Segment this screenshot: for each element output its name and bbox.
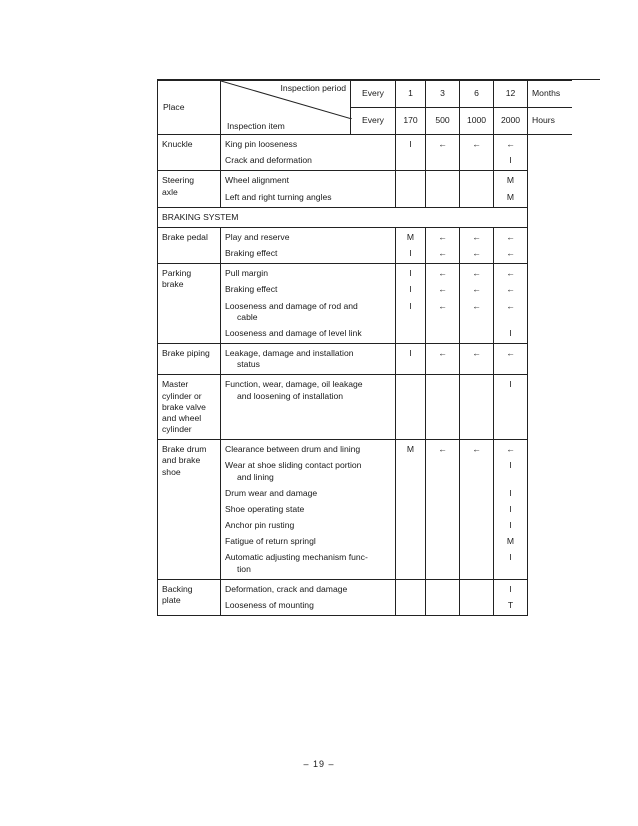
- interval-mark: I: [409, 268, 412, 279]
- interval-cell-m3: [426, 440, 460, 580]
- place-line: cylinder: [162, 424, 192, 435]
- interval-cell-m1: [396, 171, 426, 207]
- interval-mark: ←: [472, 248, 481, 259]
- interval-mark: ←: [506, 268, 515, 279]
- inspection-item: [225, 328, 391, 339]
- inspection-item-label: Inspection item: [227, 120, 285, 131]
- hours-unit: Hours: [528, 108, 572, 135]
- inspection-item: [225, 268, 391, 279]
- place-line: Backing: [162, 583, 193, 594]
- items-cell: [221, 375, 396, 440]
- interval-mark: ←: [506, 444, 515, 455]
- place-header: Place: [158, 81, 221, 135]
- interval-cell-m6: [460, 579, 494, 615]
- item-text: Looseness and damage of rod and: [225, 300, 358, 311]
- interval-mark: ←: [472, 231, 481, 242]
- interval-cell-m1: [396, 135, 426, 171]
- interval-mark: I: [509, 520, 512, 531]
- item-text: Anchor pin rusting: [225, 520, 295, 531]
- item-text: Wheel alignment: [225, 175, 290, 186]
- table-row: [158, 440, 572, 580]
- place-line: shoe: [162, 466, 181, 477]
- items-cell: [221, 440, 396, 580]
- place-line: brake valve: [162, 401, 206, 412]
- place-line: and wheel: [162, 412, 202, 423]
- interval-mark: ←: [438, 248, 447, 259]
- item-text: King pin looseness: [225, 139, 298, 149]
- item-text: Leakage, damage and installation: [225, 348, 354, 359]
- interval-mark: ←: [472, 348, 481, 359]
- interval-mark: I: [409, 139, 412, 149]
- interval-mark: ←: [472, 268, 481, 279]
- inspection-item: [225, 584, 391, 595]
- place-cell: [158, 171, 221, 207]
- item-text: Looseness of mounting: [225, 599, 314, 610]
- item-text: Looseness and damage of level link: [225, 327, 362, 338]
- interval-cell-m6: [460, 344, 494, 375]
- item-text: and lining: [237, 471, 274, 482]
- inspection-item: [225, 536, 391, 547]
- table-row: [158, 375, 572, 440]
- every-bottom-label: Every: [351, 108, 396, 135]
- interval-mark: I: [409, 300, 412, 311]
- item-text: Wear at shoe sliding contact portion: [225, 460, 362, 471]
- interval-mark: I: [509, 487, 512, 498]
- interval-mark: ←: [506, 248, 515, 259]
- item-text: Clearance between drum and lining: [225, 444, 361, 455]
- hours-1000: 1000: [460, 108, 494, 135]
- place-line: axle: [162, 186, 178, 197]
- items-cell: [221, 227, 396, 263]
- inspection-item: [225, 488, 391, 499]
- interval-cell-m12: [494, 264, 528, 344]
- interval-mark: ←: [438, 284, 447, 295]
- item-text: Braking effect: [225, 284, 278, 295]
- interval-cell-m12: [494, 440, 528, 580]
- interval-cell-m6: [460, 171, 494, 207]
- item-text: Function, wear, damage, oil leakage: [225, 379, 363, 390]
- place-line: plate: [162, 594, 181, 605]
- interval-cell-m12: [494, 135, 528, 171]
- interval-cell-m12: [494, 344, 528, 375]
- item-text: Deformation, crack and damage: [225, 583, 348, 594]
- item-text: and loosening of installation: [237, 390, 344, 401]
- interval-mark: I: [509, 155, 512, 166]
- place-cell: [158, 344, 221, 375]
- interval-cell-m1: [396, 579, 426, 615]
- interval-cell-m12: [494, 171, 528, 207]
- place-cell: [158, 227, 221, 263]
- item-text: cable: [237, 311, 258, 322]
- interval-mark: I: [409, 284, 412, 295]
- interval-mark: M: [506, 175, 515, 186]
- interval-mark: ←: [506, 231, 515, 242]
- place-line: Brake pedal: [162, 231, 208, 242]
- interval-mark: ←: [472, 284, 481, 295]
- interval-mark: ←: [438, 444, 447, 455]
- interval-cell-m6: [460, 375, 494, 440]
- table-row: [158, 579, 572, 615]
- inspection-item: [225, 139, 391, 150]
- interval-cell-m1: [396, 264, 426, 344]
- interval-mark: ←: [506, 300, 515, 311]
- interval-mark: M: [406, 231, 415, 242]
- hours-170: 170: [396, 108, 426, 135]
- place-line: brake: [162, 279, 184, 290]
- interval-mark: I: [509, 379, 512, 390]
- interval-mark: I: [509, 327, 512, 338]
- month-3: 3: [426, 81, 460, 108]
- interval-cell-m1: [396, 344, 426, 375]
- place-line: and brake: [162, 455, 201, 466]
- table-row: [158, 171, 572, 207]
- interval-cell-m1: [396, 440, 426, 580]
- header-row-months: [158, 81, 572, 108]
- interval-mark: ←: [506, 348, 515, 359]
- inspection-item: [225, 379, 391, 401]
- interval-cell-m3: [426, 579, 460, 615]
- inspection-item: [225, 155, 391, 166]
- hours-500: 500: [426, 108, 460, 135]
- interval-mark: M: [506, 536, 515, 547]
- interval-cell-m3: [426, 344, 460, 375]
- interval-mark: I: [509, 583, 512, 594]
- items-cell: [221, 135, 396, 171]
- place-cell: [158, 440, 221, 580]
- table-row: [158, 344, 572, 375]
- item-text: Shoe operating state: [225, 503, 305, 514]
- interval-mark: ←: [438, 231, 447, 242]
- interval-mark: I: [509, 503, 512, 514]
- interval-mark: I: [509, 460, 512, 471]
- month-12: 12: [494, 81, 528, 108]
- inspection-item: [225, 600, 391, 611]
- interval-mark: I: [409, 348, 412, 359]
- place-cell: [158, 135, 221, 171]
- items-cell: [221, 171, 396, 207]
- interval-mark: ←: [506, 139, 515, 149]
- interval-cell-m6: [460, 135, 494, 171]
- item-text: Crack and deformation: [225, 155, 312, 166]
- item-text: Drum wear and damage: [225, 487, 318, 498]
- items-cell: [221, 579, 396, 615]
- item-text: Left and right turning angles: [225, 191, 332, 202]
- place-line: Brake piping: [162, 348, 210, 359]
- interval-mark: I: [409, 248, 412, 259]
- interval-cell-m6: [460, 264, 494, 344]
- item-text: Play and reserve: [225, 231, 290, 242]
- inspection-item: [225, 175, 391, 186]
- inspection-item: [225, 444, 391, 455]
- interval-cell-m3: [426, 135, 460, 171]
- interval-cell-m3: [426, 264, 460, 344]
- interval-cell-m1: [396, 375, 426, 440]
- interval-mark: ←: [472, 139, 481, 149]
- table-row: [158, 135, 572, 171]
- inspection-item: [225, 504, 391, 515]
- item-text: status: [237, 359, 260, 370]
- interval-mark: T: [507, 599, 514, 610]
- month-6: 6: [460, 81, 494, 108]
- interval-cell-m12: [494, 579, 528, 615]
- items-cell: [221, 344, 396, 375]
- place-cell: [158, 579, 221, 615]
- place-line: Parking: [162, 268, 192, 279]
- place-line: Brake drum: [162, 444, 207, 455]
- item-text: Pull margin: [225, 268, 268, 279]
- place-line: cylinder or: [162, 390, 202, 401]
- inspection-item: [225, 284, 391, 295]
- interval-mark: ←: [472, 300, 481, 311]
- interval-cell-m12: [494, 227, 528, 263]
- month-1: 1: [396, 81, 426, 108]
- table-row: [158, 264, 572, 344]
- table-row: [158, 227, 572, 263]
- interval-mark: M: [406, 444, 415, 455]
- place-line: Knuckle: [162, 139, 193, 149]
- items-cell: [221, 264, 396, 344]
- interval-mark: ←: [472, 444, 481, 455]
- interval-mark: ←: [438, 348, 447, 359]
- place-cell: [158, 375, 221, 440]
- section-row: [158, 207, 572, 227]
- interval-mark: ←: [438, 268, 447, 279]
- inspection-item: [225, 232, 391, 243]
- interval-mark: ←: [506, 284, 515, 295]
- inspection-table: [157, 80, 572, 616]
- item-text: Braking effect: [225, 248, 278, 259]
- item-text: tion: [237, 563, 251, 574]
- interval-cell-m3: [426, 227, 460, 263]
- inspection-item: [225, 248, 391, 259]
- interval-cell-m1: [396, 227, 426, 263]
- interval-cell-m6: [460, 227, 494, 263]
- inspection-item: [225, 552, 391, 574]
- hours-2000: 2000: [494, 108, 528, 135]
- inspection-item: [225, 348, 391, 370]
- inspection-item: [225, 301, 391, 323]
- interval-cell-m3: [426, 171, 460, 207]
- inspection-diagonal-header: [221, 81, 351, 135]
- inspection-item: [225, 192, 391, 203]
- months-unit: Months: [528, 81, 572, 108]
- item-text: Fatigue of return springl: [225, 536, 316, 547]
- interval-mark: I: [509, 552, 512, 563]
- interval-cell-m3: [426, 375, 460, 440]
- item-text: Automatic adjusting mechanism func-: [225, 552, 368, 563]
- interval-cell-m6: [460, 440, 494, 580]
- inspection-item: [225, 460, 391, 482]
- place-line: Steering: [162, 175, 195, 186]
- every-top-label: Every: [351, 81, 396, 108]
- interval-mark: ←: [438, 139, 447, 149]
- inspection-item: [225, 520, 391, 531]
- section-title: BRAKING SYSTEM: [158, 207, 528, 227]
- inspection-period-label: Inspection period: [280, 83, 346, 93]
- interval-mark: M: [506, 191, 515, 202]
- interval-mark: ←: [438, 300, 447, 311]
- place-line: Master: [162, 379, 189, 390]
- place-cell: [158, 264, 221, 344]
- interval-cell-m12: [494, 375, 528, 440]
- page-number: – 19 –: [303, 759, 335, 769]
